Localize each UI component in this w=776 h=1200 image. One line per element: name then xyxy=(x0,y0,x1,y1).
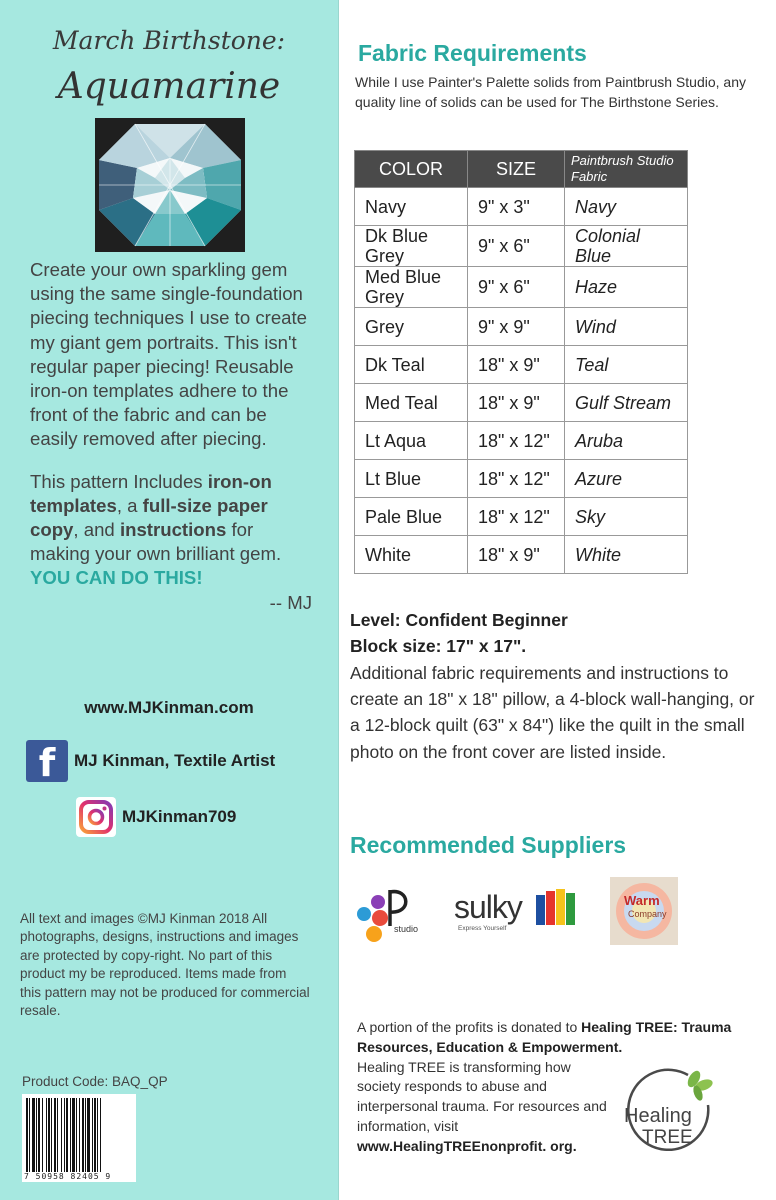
includes-bold: iron-on templates xyxy=(30,470,272,516)
donation-description: Healing TREE is transforming how society responds to abuse and interpersonal trauma. For resources and information, visit xyxy=(357,1058,607,1134)
fabric-requirements-heading: Fabric Requirements xyxy=(358,40,587,66)
website-link[interactable]: www.MJKinman.com xyxy=(84,698,254,717)
cell-color: Med Teal xyxy=(355,384,468,422)
cell-supplier-fabric: Haze xyxy=(565,267,688,308)
header-supplier-fabric: Paintbrush Studio Fabric xyxy=(565,151,688,188)
cell-supplier-fabric: Aruba xyxy=(565,422,688,460)
cell-color: White xyxy=(355,536,468,574)
cell-supplier-fabric: Sky xyxy=(565,498,688,536)
instagram-label: MJKinman709 xyxy=(122,807,237,826)
skill-level: Level: Confident Beginner xyxy=(350,610,568,630)
barcode-image xyxy=(22,1094,136,1182)
cell-size: 9" x 6" xyxy=(468,226,565,267)
cell-color: Dk Teal xyxy=(355,346,468,384)
product-code: Product Code: BAQ_QP xyxy=(22,1074,168,1089)
cell-supplier-fabric: Gulf Stream xyxy=(565,384,688,422)
table-row xyxy=(355,460,688,498)
includes-text: , a xyxy=(116,494,143,516)
healing-tree-name: Healing TREE: Trauma Resources, Education & Empowerment. xyxy=(357,1019,732,1055)
warm-company-logo xyxy=(610,877,678,945)
facebook-icon: f xyxy=(26,740,68,782)
includes-text: This pattern Includes xyxy=(30,470,208,492)
cell-color: Pale Blue xyxy=(355,498,468,536)
cell-size: 9" x 9" xyxy=(468,308,565,346)
cell-supplier-fabric: Navy xyxy=(565,188,688,226)
includes-text: , and xyxy=(73,519,120,541)
table-row xyxy=(355,536,688,574)
sulky-wordmark: sulky xyxy=(454,889,522,925)
barcode-number: 7 50958 82405 9 xyxy=(24,1172,112,1181)
cell-size: 18" x 9" xyxy=(468,536,565,574)
table-row xyxy=(355,498,688,536)
instagram-icon xyxy=(76,797,116,837)
healing-tree-logo xyxy=(618,1065,718,1161)
cell-color: Grey xyxy=(355,308,468,346)
healing-logo-line2: TREE xyxy=(642,1127,693,1148)
fabric-table xyxy=(354,150,688,574)
level-info xyxy=(350,607,760,659)
cell-supplier-fabric: Wind xyxy=(565,308,688,346)
cell-size: 18" x 9" xyxy=(468,346,565,384)
table-row xyxy=(355,346,688,384)
cell-supplier-fabric: Colonial Blue xyxy=(565,226,688,267)
cell-color: Dk Blue Grey xyxy=(355,226,468,267)
includes-bold: instructions xyxy=(119,519,227,541)
includes-text: for making your own brilliant gem. xyxy=(30,519,282,565)
paintbrush-studio-icon xyxy=(352,880,424,950)
fabric-intro: While I use Painter's Palette solids from Paintbrush Studio, any quality line of solids can be used for The Birthstone Series. xyxy=(355,74,746,110)
header-color: COLOR xyxy=(355,151,468,188)
aquamarine-gem-image xyxy=(95,118,245,252)
cell-size: 9" x 6" xyxy=(468,267,565,308)
table-row xyxy=(355,308,688,346)
includes-paragraph xyxy=(30,470,312,591)
facebook-link[interactable] xyxy=(26,740,275,782)
left-panel xyxy=(0,0,338,1200)
sulky-logo xyxy=(454,885,578,935)
cell-size: 18" x 12" xyxy=(468,422,565,460)
cell-size: 9" x 3" xyxy=(468,188,565,226)
thread-spools-icon xyxy=(534,887,578,929)
table-row xyxy=(355,188,688,226)
block-size: Block size: 17" x 17". xyxy=(350,636,527,656)
cell-size: 18" x 12" xyxy=(468,498,565,536)
birthstone-name-title: Aquamarine xyxy=(57,66,281,107)
header-size: SIZE xyxy=(468,151,565,188)
healing-logo-line1: Healing xyxy=(624,1105,692,1127)
table-row xyxy=(355,267,688,308)
cell-size: 18" x 9" xyxy=(468,384,565,422)
table-row xyxy=(355,384,688,422)
cell-size: 18" x 12" xyxy=(468,460,565,498)
healing-tree-website[interactable]: www.HealingTREEnonprofit. org. xyxy=(357,1137,577,1154)
recommended-suppliers-heading: Recommended Suppliers xyxy=(350,832,627,858)
table-row xyxy=(355,226,688,267)
cell-color: Navy xyxy=(355,188,468,226)
copyright-notice: All text and images ©MJ Kinman 2018 All photographs, designs, instructions and images are protected by copy-right. No part of this product my be reproduced. Items made from this pattern may not be produced for commercial resale. xyxy=(20,911,310,1019)
facebook-label: MJ Kinman, Textile Artist xyxy=(74,751,276,770)
description-paragraph: Create your own sparkling gem using the same single-foundation piecing techniques I use to create my giant gem portraits. This isn't regular paper piecing! Reusable iron-on templates adhere to the front of the fabric and can be easily removed after piecing. xyxy=(30,259,308,450)
signature: -- MJ xyxy=(269,591,312,613)
table-header-row xyxy=(355,151,688,188)
panel-divider xyxy=(338,0,339,1200)
encouragement-text: YOU CAN DO THIS! xyxy=(30,567,203,589)
warm-company-text: Company xyxy=(628,909,667,919)
includes-bold: full-size paper copy xyxy=(30,494,268,541)
cell-supplier-fabric: White xyxy=(565,536,688,574)
donation-text: A portion of the profits is donated to xyxy=(357,1019,582,1035)
birthstone-month-title: March Birthstone: xyxy=(52,26,286,55)
table-row xyxy=(355,422,688,460)
cell-supplier-fabric: Teal xyxy=(565,346,688,384)
cell-color: Med Blue Grey xyxy=(355,267,468,308)
cell-color: Lt Blue xyxy=(355,460,468,498)
cell-supplier-fabric: Azure xyxy=(565,460,688,498)
additional-requirements: Additional fabric requirements and instructions to create an 18" x 18" pillow, a 4-block wall-hanging, or a 12-block quilt (63" x 84") like the quilt in the small photo on the front cover are listed inside. xyxy=(350,663,755,762)
pattern-description xyxy=(30,258,312,633)
cell-color: Lt Aqua xyxy=(355,422,468,460)
sulky-tagline: Express Yourself xyxy=(458,925,507,932)
warm-text: Warm xyxy=(624,893,660,908)
studio-text: studio xyxy=(394,924,419,934)
instagram-link[interactable] xyxy=(76,797,236,837)
paintbrush-studio-logo xyxy=(352,880,424,950)
